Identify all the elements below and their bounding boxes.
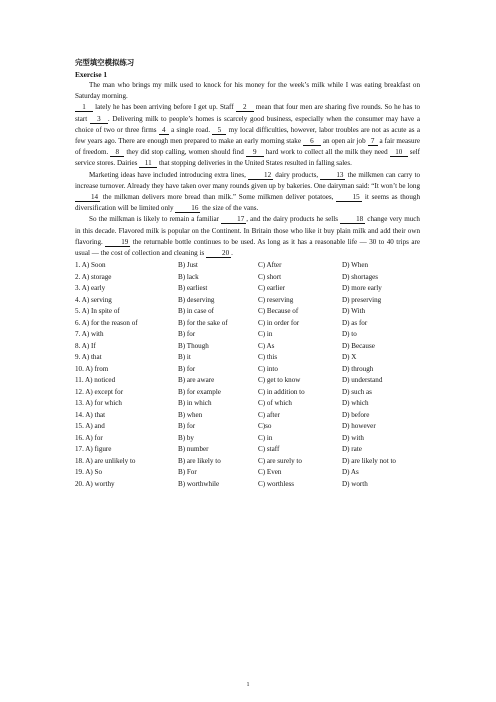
option-row [75, 433, 396, 445]
option-choice[interactable]: C) Because of [258, 307, 299, 316]
option-choice[interactable]: D) are likely not to [342, 456, 396, 465]
blank-20[interactable]: 20 [206, 249, 231, 258]
option-choice[interactable]: D) through [342, 364, 374, 373]
option-choice[interactable]: 15. A) and [75, 422, 105, 431]
option-choice[interactable]: B) Just [178, 261, 198, 270]
option-choice[interactable]: D) rate [342, 445, 362, 454]
option-choice[interactable]: D) more early [342, 284, 382, 293]
passage-text: the milkmen can carry to increase turnover. Already they have taken over many rounds given up by bakeries. One dairyman said: “It won’t be long [75, 170, 420, 190]
option-row [75, 352, 396, 364]
option-choice[interactable]: 18. A) are unlikely to [75, 456, 136, 465]
option-choice[interactable]: B) in which [178, 399, 212, 408]
option-choice[interactable]: B) for [178, 364, 196, 373]
option-choice[interactable]: B) for [178, 422, 196, 431]
document-page [75, 58, 420, 490]
option-choice[interactable]: 3. A) early [75, 284, 106, 293]
option-choice[interactable]: C) in addition to [258, 387, 305, 396]
blank-13[interactable]: 13 [320, 171, 345, 180]
passage-text: . Delivering milk to people’s homes is scarcely good business, especially when the consumer may have a choice of two or three firms [75, 114, 420, 134]
passage-text: an open air job [320, 137, 368, 146]
option-choice[interactable]: 17. A) figure [75, 445, 112, 454]
option-row [75, 318, 396, 330]
option-choice[interactable]: B) earliest [178, 284, 208, 293]
option-choice[interactable]: C) in [258, 433, 273, 442]
options-table [75, 260, 396, 490]
exercise-heading: Exercise 1 [75, 70, 108, 79]
passage-text: hard work to collect all the milk they need [263, 148, 390, 157]
option-choice[interactable]: 13. A) for which [75, 399, 122, 408]
option-choice[interactable]: D) as for [342, 318, 368, 327]
option-choice[interactable]: 20. A) worthy [75, 479, 115, 488]
blank-14[interactable]: 14 [75, 193, 100, 202]
option-row [75, 272, 396, 284]
option-choice[interactable]: C) into [258, 364, 278, 373]
blank-1[interactable]: 1 [75, 103, 93, 112]
blank-19[interactable]: 19 [105, 238, 130, 247]
option-row [75, 341, 396, 353]
passage-text: lately he has been arriving before I get up. Staff [93, 103, 236, 112]
option-choice[interactable]: D) Because [342, 341, 375, 350]
option-choice[interactable]: C) get to know [258, 376, 301, 385]
option-row [75, 467, 396, 479]
option-row [75, 456, 396, 468]
option-choice[interactable]: D) X [342, 353, 357, 362]
option-choice[interactable]: C) earlier [258, 284, 285, 293]
option-choice[interactable]: 12. A) except for [75, 387, 124, 396]
option-choice[interactable]: D) When [342, 261, 369, 270]
option-choice[interactable]: D) With [342, 307, 366, 316]
passage-text: change very much in this decade. Flavored milk is popular on the Continent. In Britain those who like it buy plain milk and add their own flavoring. [75, 215, 420, 246]
option-row [75, 398, 396, 410]
option-choice[interactable]: B) for example [178, 387, 221, 396]
option-choice[interactable]: D) which [342, 399, 369, 408]
blank-6[interactable]: 6 [303, 137, 321, 146]
passage-text: a fair measure of freedom. [75, 137, 420, 157]
blank-8[interactable]: 8 [110, 148, 124, 157]
option-choice[interactable]: 14. A) that [75, 410, 106, 419]
option-choice[interactable]: C) of which [258, 399, 292, 408]
option-choice[interactable]: B) For [178, 468, 197, 477]
paragraph-1 [75, 80, 420, 102]
option-choice[interactable]: 2. A) storage [75, 272, 112, 281]
option-row [75, 329, 396, 341]
passage-text: mean that four men are sharing five rounds. So he has to start [75, 103, 420, 123]
passage-text: Marketing ideas have included introducing extra lines, [89, 170, 249, 179]
option-choice[interactable]: D) As [342, 468, 359, 477]
option-choice[interactable]: C) worthless [258, 479, 295, 488]
option-choice[interactable]: 5. A) In spite of [75, 307, 120, 316]
option-choice[interactable]: 10. A) from [75, 364, 109, 373]
option-choice[interactable]: B) it [178, 353, 191, 362]
option-choice[interactable]: B) for [178, 330, 196, 339]
option-row [75, 260, 396, 272]
blank-9[interactable]: 9 [246, 148, 264, 157]
option-choice[interactable]: 4. A) serving [75, 295, 112, 304]
option-choice[interactable]: B) when [178, 410, 203, 419]
passage-text: . [231, 249, 233, 258]
option-choice[interactable]: C) Even [258, 468, 282, 477]
option-choice[interactable]: 8. A) If [75, 341, 96, 350]
blank-11[interactable]: 11 [139, 159, 157, 168]
blank-4[interactable]: 4 [159, 126, 169, 135]
option-choice[interactable]: 11. A) noticed [75, 376, 116, 385]
blank-12[interactable]: 12 [248, 171, 273, 180]
blank-7[interactable]: 7 [368, 137, 378, 146]
option-choice[interactable]: B) in case of [178, 307, 215, 316]
passage-text: , and the dairy products he sells [246, 215, 341, 224]
blank-18[interactable]: 18 [340, 215, 365, 224]
blank-17[interactable]: 17 [221, 215, 246, 224]
passage-text: the returnable bottle continues to be used. As long as it has a reasonable life — 30 to 40 trips are usual — the cost of collection and cleaning is [75, 237, 420, 258]
page-number: 1 [246, 682, 250, 688]
paragraph-3 [75, 170, 420, 215]
option-choice[interactable]: C) reserving [258, 295, 294, 304]
paragraph-2 [75, 102, 420, 169]
option-choice[interactable]: D) shortages [342, 272, 379, 281]
option-choice[interactable]: B) for the sake of [178, 318, 228, 327]
passage-text: it seems as though diversification will be limited only [75, 193, 420, 213]
option-row [75, 283, 396, 295]
option-choice[interactable]: 9. A) that [75, 353, 102, 362]
option-choice[interactable]: B) worthwhile [178, 479, 220, 488]
option-choice[interactable]: D) understand [342, 376, 383, 385]
passage-text: dairy products, [273, 170, 321, 179]
passage-text: a single road. [168, 125, 213, 134]
option-choice[interactable]: D) preserving [342, 295, 382, 304]
passage-text: self service stores. Dairies [75, 148, 420, 168]
option-choice[interactable]: 16. A) for [75, 433, 103, 442]
paragraph-4 [75, 214, 420, 259]
option-choice[interactable]: C) short [258, 272, 282, 281]
option-choice[interactable]: C) after [258, 410, 280, 419]
blank-2[interactable]: 2 [236, 103, 254, 112]
option-row [75, 387, 396, 399]
option-choice[interactable]: 19. A) So [75, 468, 102, 477]
option-choice[interactable]: B) deserving [178, 295, 215, 304]
option-choice[interactable]: D) to [342, 330, 357, 339]
option-row [75, 295, 396, 307]
option-choice[interactable]: D) with [342, 433, 364, 442]
option-choice[interactable]: B) number [178, 445, 209, 454]
blank-5[interactable]: 5 [212, 126, 226, 135]
option-choice[interactable]: D) before [342, 410, 370, 419]
passage-text: that stopping deliveries in the United States resulted in falling sales. [157, 159, 352, 168]
option-row [75, 479, 396, 491]
option-choice[interactable]: B) are likely to [178, 456, 221, 465]
blank-10[interactable]: 10 [390, 148, 408, 157]
option-choice[interactable]: C) are surely to [258, 456, 302, 465]
option-choice[interactable]: D) such as [342, 387, 372, 396]
option-row [75, 410, 396, 422]
passage-text: the size of the vans. [200, 204, 259, 213]
passage-text: So the milkman is likely to remain a familiar [89, 215, 222, 224]
option-choice[interactable]: C) in order for [258, 318, 300, 327]
option-choice[interactable]: 1. A) Soon [75, 261, 106, 270]
passage-text: they did stop calling, women should find [124, 148, 246, 157]
option-row [75, 421, 396, 433]
option-choice[interactable]: C)so [258, 422, 272, 431]
option-row [75, 306, 396, 318]
option-choice[interactable]: C) in [258, 330, 273, 339]
option-choice[interactable]: 7. A) with [75, 330, 104, 339]
option-choice[interactable]: C) After [258, 261, 282, 270]
option-row [75, 364, 396, 376]
passage-text: the milkman delivers more bread than milk.” Some milkmen deliver potatoes, [100, 193, 337, 202]
option-choice[interactable]: B) Though [178, 341, 209, 350]
option-row [75, 444, 396, 456]
option-choice[interactable]: C) staff [258, 445, 280, 454]
option-choice[interactable]: B) lack [178, 272, 199, 281]
paragraph-text: The man who brings my milk used to knock for his money for the week’s milk while I was eating breakfast on Saturday morning. [75, 81, 420, 101]
passage-text: my local difficulties, however, labor troubles are not as acute as a few years ago. There are enough men prepared to make an early morning stake [75, 125, 420, 146]
option-choice[interactable]: D) worth [342, 479, 368, 488]
option-choice[interactable]: 6. A) for the reason of [75, 318, 138, 327]
document-title: 完型填空模拟练习 [75, 58, 135, 67]
option-choice[interactable]: B) by [178, 433, 194, 442]
option-choice[interactable]: C) this [258, 353, 278, 362]
blank-3[interactable]: 3 [90, 115, 108, 124]
blank-16[interactable]: 16 [175, 204, 200, 213]
option-choice[interactable]: B) are aware [178, 376, 215, 385]
option-choice[interactable]: C) As [258, 341, 275, 350]
option-choice[interactable]: D) however [342, 422, 376, 431]
option-row [75, 375, 396, 387]
blank-15[interactable]: 15 [336, 193, 362, 202]
